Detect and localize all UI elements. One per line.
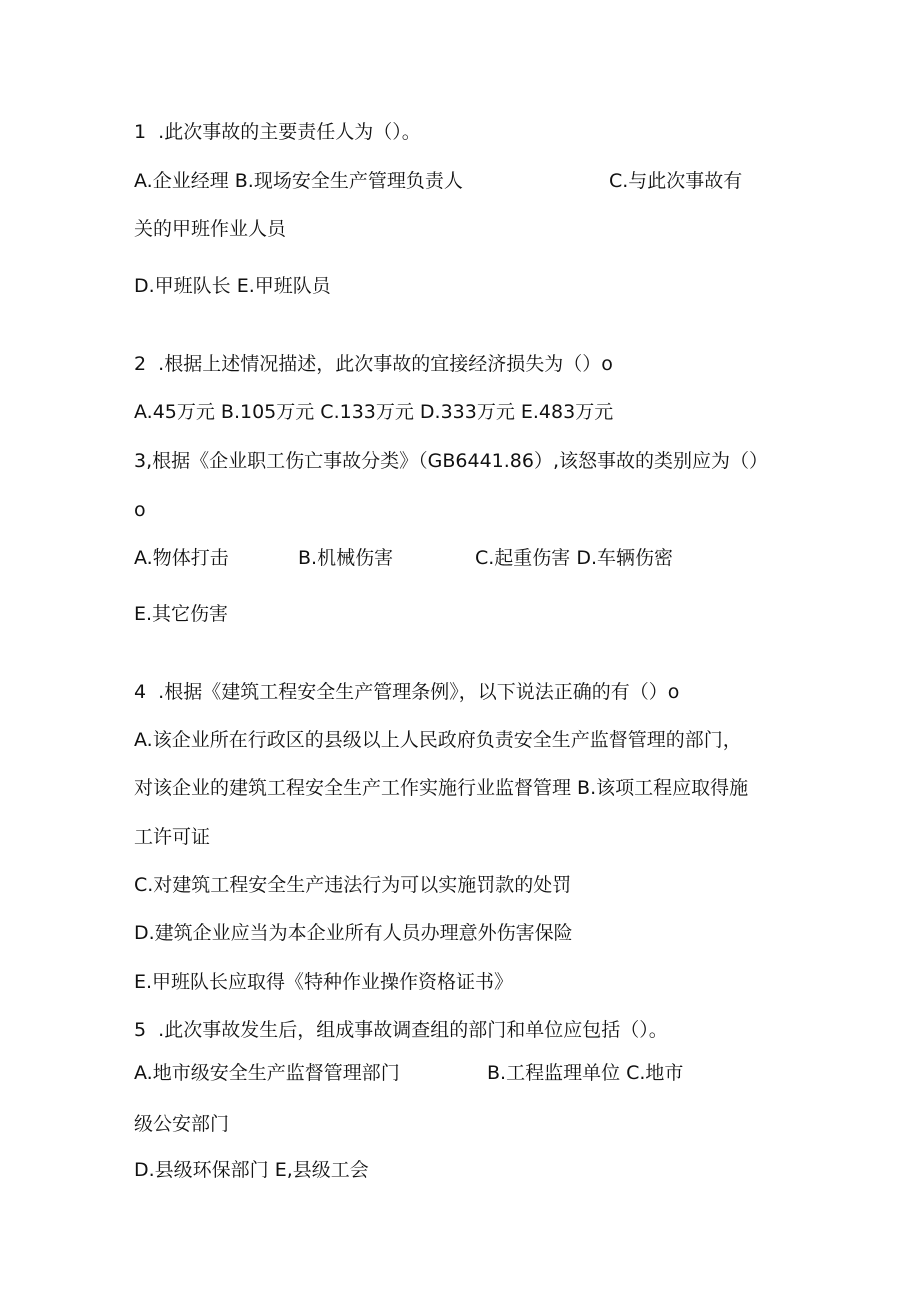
question-3-option-a: A.物体打击 bbox=[134, 547, 229, 569]
question-1-options-line-3: D.甲班队长 E.甲班队员 bbox=[134, 275, 331, 297]
question-3-option-c-d: C.起重伤害 D.车辆伤密 bbox=[475, 547, 674, 569]
question-3-option-e: E.其它伤害 bbox=[134, 603, 229, 625]
question-1-option-c: C.与此次事故有 bbox=[609, 170, 743, 192]
question-3-stem-line-1: 3,根据《企业职工伤亡事故分类》（GB6441.86）,该怒事故的类别应为（） bbox=[134, 450, 768, 472]
question-5-option-a: A.地市级安全生产监督管理部门 bbox=[134, 1062, 400, 1084]
question-5-stem: 5 .此次事故发生后，组成事故调查组的部门和单位应包括（）。 bbox=[134, 1019, 668, 1041]
question-4-stem: 4 .根据《建筑工程安全生产管理条例》，以下说法正确的有（）o bbox=[134, 681, 680, 703]
question-4-line-4: C.对建筑工程安全生产违法行为可以实施罚款的处罚 bbox=[134, 874, 572, 896]
question-2-options: A.45万元 B.105万元 C.133万元 D.333万元 E.483万元 bbox=[134, 401, 614, 423]
question-4-line-3: 工许可证 bbox=[134, 826, 211, 848]
question-4-line-5: D.建筑企业应当为本企业所有人员办理意外伤害保险 bbox=[134, 922, 573, 944]
question-1-options-line-1: A.企业经理 B.现场安全生产管理负责人 bbox=[134, 170, 463, 192]
question-4-line-6: E.甲班队长应取得《特种作业操作资格证书》 bbox=[134, 971, 514, 993]
question-4-line-2: 对该企业的建筑工程安全生产工作实施行业监督管理 B.该项工程应取得施 bbox=[134, 777, 749, 799]
question-1-stem: 1 .此次事故的主要责任人为（）。 bbox=[134, 121, 421, 143]
question-5-line-2: 级公安部门 bbox=[134, 1113, 230, 1135]
question-3-stem-line-2: o bbox=[134, 499, 146, 521]
question-5-line-3: D.县级环保部门 E,县级工会 bbox=[134, 1159, 369, 1181]
question-2-stem: 2 .根据上述情况描述，此次事故的宜接经济损失为（）o bbox=[134, 353, 613, 375]
question-3-option-b: B.机械伤害 bbox=[298, 547, 394, 569]
question-1-options-line-2: 关的甲班作业人员 bbox=[134, 218, 287, 240]
question-4-line-1: A.该企业所在行政区的县级以上人民政府负责安全生产监督管理的部门， bbox=[134, 729, 742, 751]
question-5-option-b-c: B.工程监理单位 C.地市 bbox=[487, 1062, 684, 1084]
